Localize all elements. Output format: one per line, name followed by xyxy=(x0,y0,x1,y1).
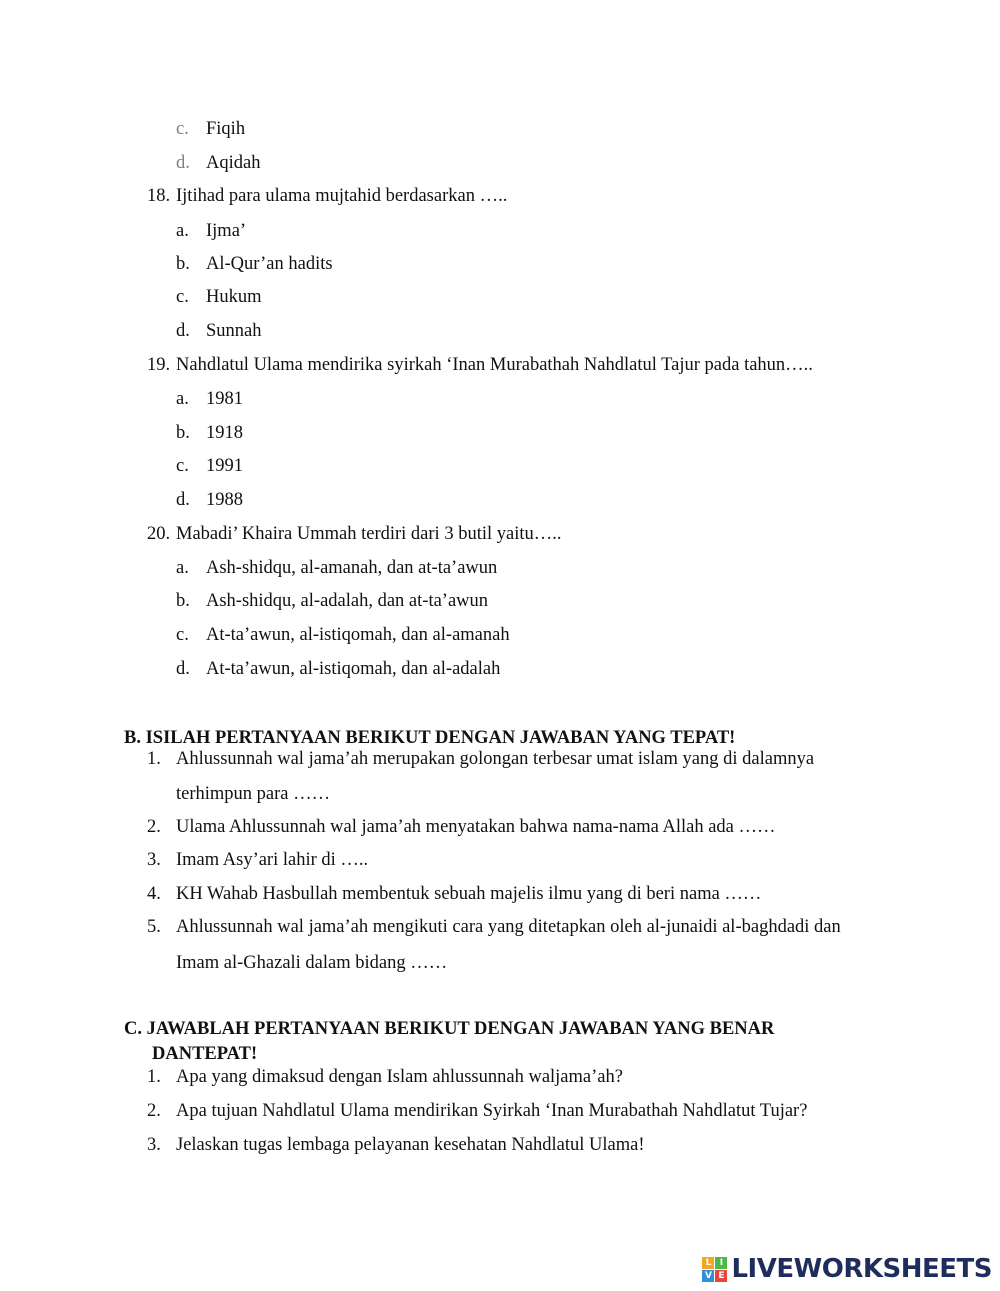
q18-option-c-letter: c. xyxy=(176,287,189,307)
q19-option-d-letter: d. xyxy=(176,490,190,510)
section-c-item-2-number: 2. xyxy=(147,1101,161,1121)
logo-mark-l: L xyxy=(702,1257,714,1269)
q20-option-a-text: Ash-shidqu, al-amanah, dan at-ta’awun xyxy=(206,558,498,578)
q17-option-c-text: Fiqih xyxy=(206,119,246,139)
q20-option-c-text: At-ta’awun, al-istiqomah, dan al-amanah xyxy=(206,625,510,645)
section-b-heading: B. ISILAH PERTANYAAN BERIKUT DENGAN JAWABAN YANG TEPAT! xyxy=(124,728,736,748)
section-c-heading-line1: C. JAWABLAH PERTANYAAN BERIKUT DENGAN JAWABAN YANG BENAR xyxy=(124,1019,775,1039)
section-b-item-2-number: 2. xyxy=(147,817,161,837)
q20-option-d-text: At-ta’awun, al-istiqomah, dan al-adalah xyxy=(206,659,501,679)
section-b-item-3-number: 3. xyxy=(147,850,161,870)
q19-option-b-letter: b. xyxy=(176,423,190,443)
section-b-item-1-line1: Ahlussunnah wal jama’ah merupakan golongan terbesar umat islam yang di dalamnya xyxy=(176,749,815,769)
liveworksheets-logo xyxy=(702,1254,992,1284)
section-b-item-3-line1: Imam Asy’ari lahir di ….. xyxy=(176,850,369,870)
section-c-item-3-text: Jelaskan tugas lembaga pelayanan kesehatan Nahdlatul Ulama! xyxy=(176,1135,645,1155)
section-c-heading-line2: DANTEPAT! xyxy=(152,1044,258,1064)
q17-option-c-letter: c. xyxy=(176,119,189,139)
section-b-item-4-line1: KH Wahab Hasbullah membentuk sebuah majelis ilmu yang di beri nama …… xyxy=(176,884,762,904)
q17-option-d-text: Aqidah xyxy=(206,153,261,173)
q18-option-d-text: Sunnah xyxy=(206,321,262,341)
q19-option-c-text: 1991 xyxy=(206,456,243,476)
section-c-item-1-text: Apa yang dimaksud dengan Islam ahlussunnah waljama’ah? xyxy=(176,1067,623,1087)
liveworksheets-logo-text: LIVEWORKSHEETS xyxy=(731,1254,992,1284)
q19-option-b-text: 1918 xyxy=(206,423,243,443)
section-b-item-5-number: 5. xyxy=(147,917,161,937)
q20-number: 20. xyxy=(147,524,171,544)
q18-option-d-letter: d. xyxy=(176,321,190,341)
q20-option-b-text: Ash-shidqu, al-adalah, dan at-ta’awun xyxy=(206,591,489,611)
q19-option-c-letter: c. xyxy=(176,456,189,476)
section-b-item-5-line2: Imam al-Ghazali dalam bidang …… xyxy=(176,953,448,973)
section-c-item-2-text: Apa tujuan Nahdlatul Ulama mendirikan Syirkah ‘Inan Murabathah Nahdlatut Tujar? xyxy=(176,1101,808,1121)
q19-text: Nahdlatul Ulama mendirika syirkah ‘Inan Murabathah Nahdlatul Tajur pada tahun….. xyxy=(176,355,813,375)
q19-option-a-text: 1981 xyxy=(206,389,243,409)
section-c-item-1-number: 1. xyxy=(147,1067,161,1087)
q20-option-d-letter: d. xyxy=(176,659,190,679)
q20-option-b-letter: b. xyxy=(176,591,190,611)
section-b-item-4-number: 4. xyxy=(147,884,161,904)
q18-option-a-letter: a. xyxy=(176,221,189,241)
q18-option-a-text: Ijma’ xyxy=(206,221,247,241)
section-b-item-1-number: 1. xyxy=(147,749,161,769)
q18-option-c-text: Hukum xyxy=(206,287,262,307)
q18-number: 18. xyxy=(147,186,171,206)
q20-option-c-letter: c. xyxy=(176,625,189,645)
q18-option-b-text: Al-Qur’an hadits xyxy=(206,254,333,274)
section-c-item-3-number: 3. xyxy=(147,1135,161,1155)
logo-mark-e: E xyxy=(715,1270,727,1282)
q18-text: Ijtihad para ulama mujtahid berdasarkan ….. xyxy=(176,186,508,206)
section-b-item-1-line2: terhimpun para …… xyxy=(176,784,331,804)
logo-mark-v: V xyxy=(702,1270,714,1282)
logo-mark-i: I xyxy=(715,1257,727,1269)
q20-option-a-letter: a. xyxy=(176,558,189,578)
q18-option-b-letter: b. xyxy=(176,254,190,274)
section-b-item-5-line1: Ahlussunnah wal jama’ah mengikuti cara yang ditetapkan oleh al-junaidi al-baghdadi dan xyxy=(176,917,841,937)
q19-option-d-text: 1988 xyxy=(206,490,243,510)
q19-number: 19. xyxy=(147,355,171,375)
q17-option-d-letter: d. xyxy=(176,153,190,173)
q20-text: Mabadi’ Khaira Ummah terdiri dari 3 butil yaitu….. xyxy=(176,524,562,544)
section-b-item-2-line1: Ulama Ahlussunnah wal jama’ah menyatakan bahwa nama-nama Allah ada …… xyxy=(176,817,776,837)
liveworksheets-logo-mark-icon xyxy=(702,1257,727,1282)
q19-option-a-letter: a. xyxy=(176,389,189,409)
